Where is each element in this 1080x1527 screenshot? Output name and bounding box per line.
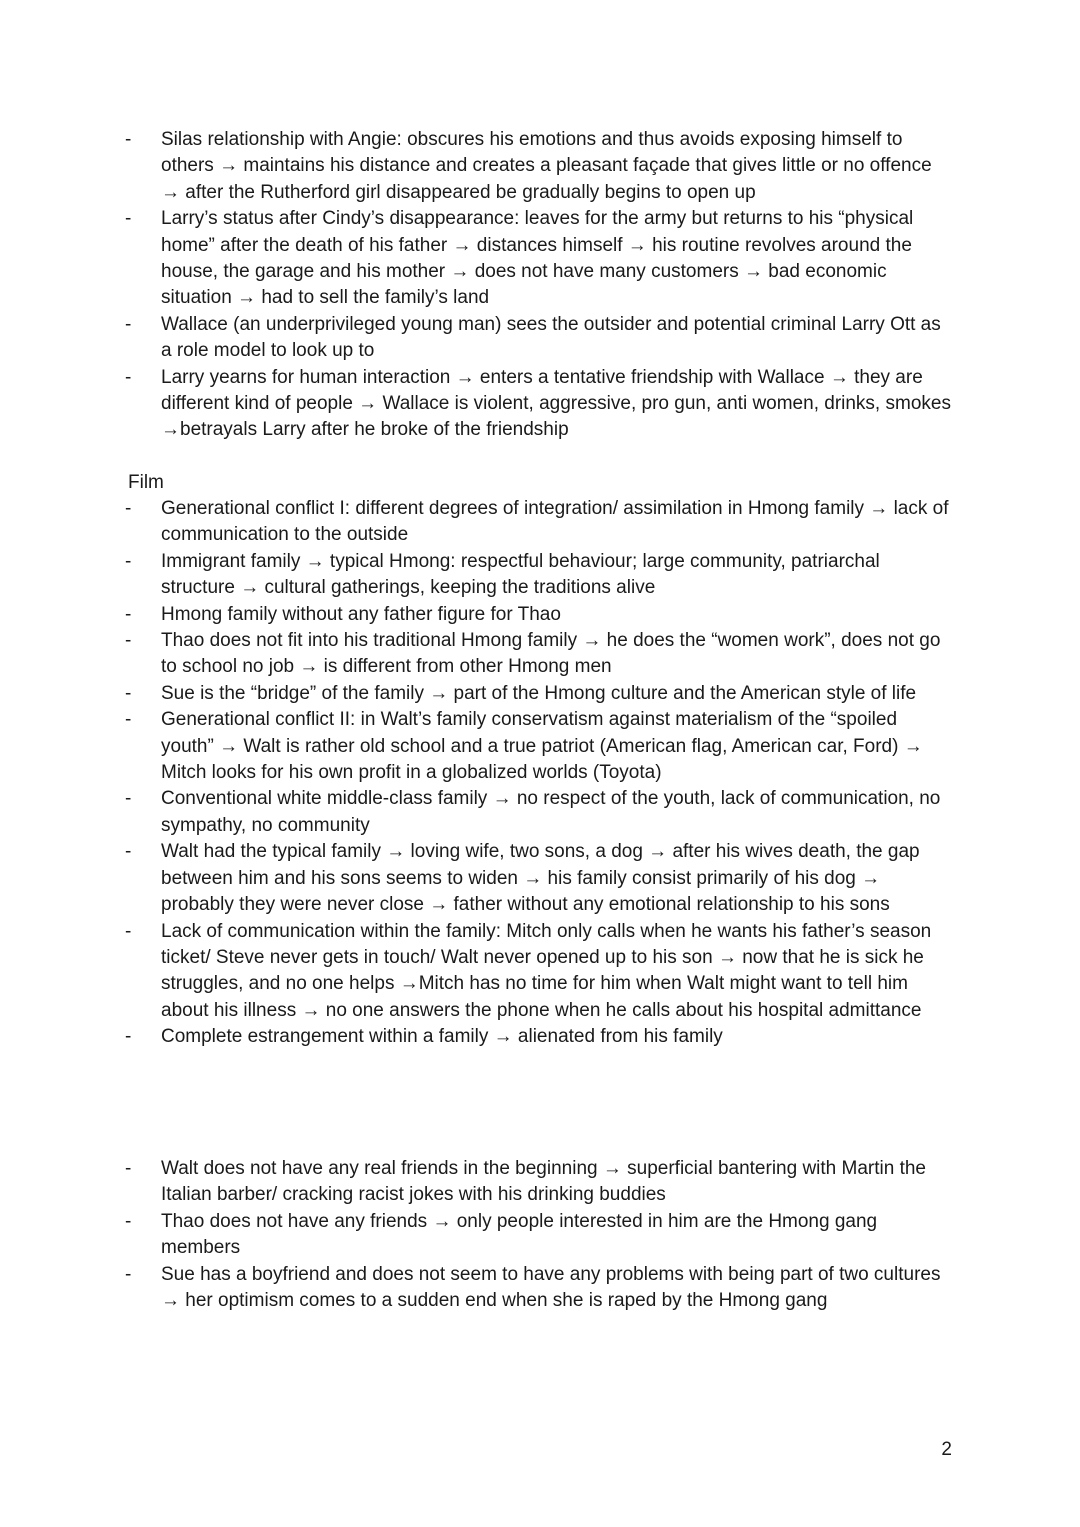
bullet-list-friendship [125, 1156, 955, 1314]
bullet-dash: - [125, 498, 132, 519]
bullet-dash: - [125, 1026, 132, 1048]
list-item-text: Sue has a boyfriend and does not seem to have any problems with being part of two cultures → her optimism comes to a sudden end when she is raped by the Hmong gang [161, 1263, 941, 1312]
list-item-text: Walt had the typical family → loving wife, two sons, a dog → after his wives death, the gap between him and his sons seems to widen → his family consist primarily of his dog → probably they were never close → father without any emotional relationship to his sons [161, 841, 920, 916]
list-item-text: Silas relationship with Angie: obscures his emotions and thus avoids exposing himself to others → maintains his distance and creates a pleasant façade that gives little or no offence → after the Rutherford girl disappeared be gradually begins to open up [161, 129, 932, 203]
bullet-list-film [125, 496, 955, 1051]
bullet-dash: - [125, 129, 132, 150]
bullet-dash: - [125, 788, 132, 810]
list-item-text: Generational conflict I: different degrees of integration/ assimilation in Hmong family → lack of communication to the outside [161, 498, 949, 546]
list-item [125, 365, 955, 444]
list-item-text: Complete estrangement within a family → alienated from his family [161, 1026, 723, 1048]
bullet-dash: - [125, 920, 132, 942]
bullet-dash: - [125, 208, 132, 230]
bullet-dash: - [125, 1210, 132, 1232]
list-item-text: Larry’s status after Cindy’s disappearance: leaves for the army but returns to his “physical home” after the death of his father → distances himself → his routine revolves around the house, the garage and his mother → does not have many customers → bad economic situation → had to sell the family’s land [161, 208, 914, 309]
bullet-dash: - [125, 841, 132, 863]
list-item-text: Wallace (an underprivileged young man) sees the outsider and potential criminal Larry Ott as a role model to look up to [161, 313, 941, 362]
list-item-text: Larry yearns for human interaction → enters a tentative friendship with Wallace → they are different kind of people → Wallace is violent, aggressive, pro gun, anti women, drinks, smokes →betrayals Larry after he broke of the friendship [161, 366, 951, 441]
page-number: 2 [941, 1439, 952, 1460]
list-item-text: Walt does not have any real friends in the beginning → superficial bantering with Martin the Italian barber/ cracking racist jokes with his drinking buddies [161, 1158, 927, 1206]
list-item-text: Thao does not fit into his traditional Hmong family → he does the “women work”, does not go to school no job → is different from other Hmong men [161, 630, 941, 678]
list-item-text: Lack of communication within the family: Mitch only calls when he wants his father’s season ticket/ Steve never gets in touch/ Walt never opened up to his son → now that he is sick he struggles, and no one helps →Mitch has no time for him when Walt might want to tell him about his illness → no one answers the phone when he calls about his hospital admittance [161, 920, 932, 1021]
list-item [125, 127, 955, 206]
list-item [125, 1024, 955, 1050]
list-item-text: Immigrant family → typical Hmong: respectful behaviour; large community, patriarchal structure → cultural gatherings, keeping the traditions alive [161, 550, 880, 599]
bullet-dash: - [125, 630, 132, 652]
list-item [125, 1156, 955, 1209]
list-item-text: Generational conflict II: in Walt’s family conservatism against materialism of the “spoiled youth” → Walt is rather old school and a true patriot (American flag, American car, Ford) → Mitch looks for his own profit in a globalized worlds (Toyota) [161, 709, 923, 784]
list-item [125, 786, 955, 839]
list-item [125, 312, 955, 365]
list-item [125, 707, 955, 786]
bullet-dash: - [125, 1158, 132, 1179]
list-item [125, 1262, 955, 1315]
list-item [125, 919, 955, 1025]
bullet-dash: - [125, 709, 132, 731]
list-item-text: Thao does not have any friends → only people interested in him are the Hmong gang members [161, 1210, 878, 1259]
bullet-dash: - [125, 366, 132, 388]
list-item [125, 681, 955, 707]
bullet-dash: - [125, 603, 132, 625]
list-item-text: Sue is the “bridge” of the family → part of the Hmong culture and the American style of life [161, 682, 917, 704]
section-heading-film: Film [128, 472, 164, 493]
bullet-list-novel [125, 127, 955, 444]
list-item [125, 549, 955, 602]
bullet-dash: - [125, 550, 132, 572]
bullet-dash: - [125, 313, 132, 335]
list-item [125, 602, 955, 628]
list-item [125, 206, 955, 312]
bullet-dash: - [125, 682, 132, 704]
list-item [125, 1209, 955, 1262]
list-item-text: Hmong family without any father figure for Thao [161, 603, 561, 625]
list-item [125, 839, 955, 918]
bullet-dash: - [125, 1263, 132, 1285]
list-item [125, 496, 955, 549]
list-item [125, 628, 955, 681]
list-item-text: Conventional white middle-class family → no respect of the youth, lack of communication, no sympathy, no community [161, 788, 941, 836]
